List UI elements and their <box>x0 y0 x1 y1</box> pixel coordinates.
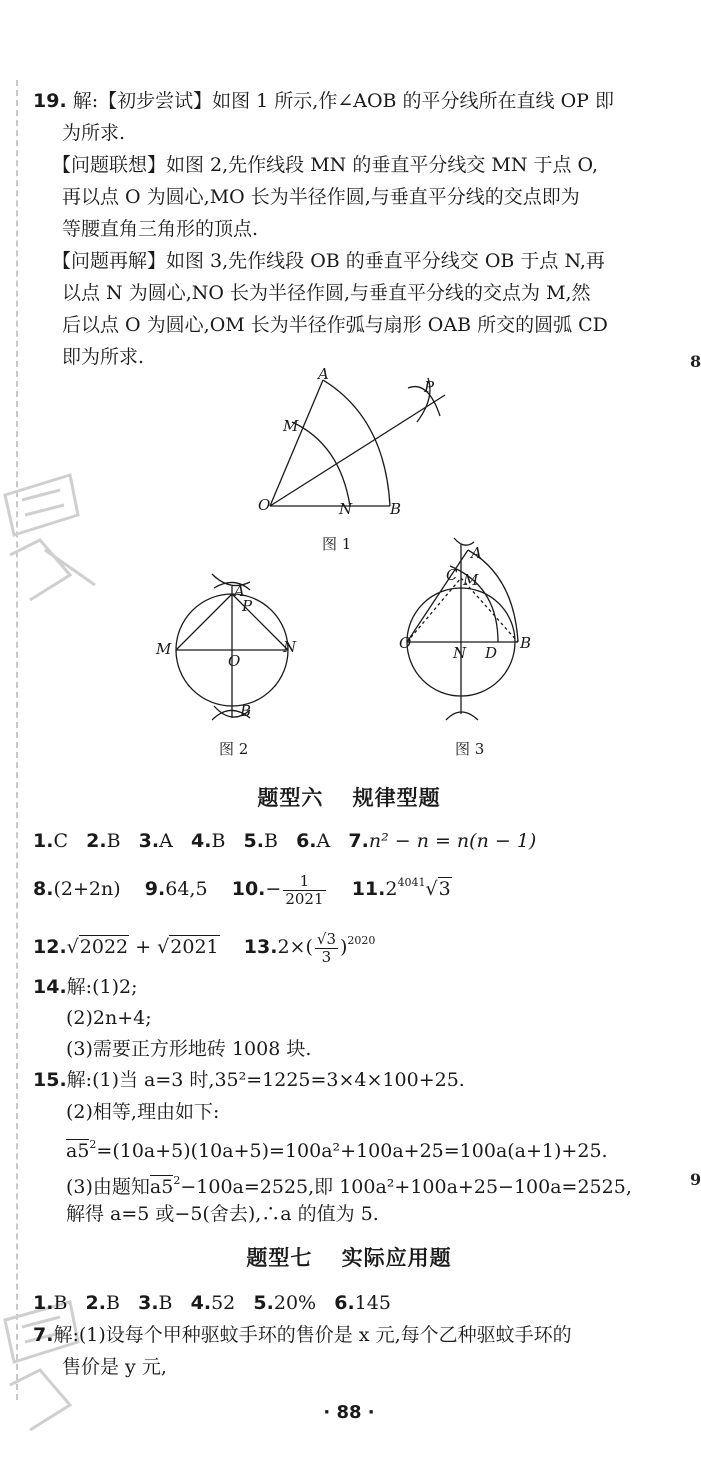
q19-line-1 <box>33 86 614 116</box>
q19-text-1: 解:【初步尝试】如图 1 所示,作∠AOB 的平分线所在直线 OP 即 <box>72 90 614 112</box>
s6-q15-line-4 <box>66 1166 632 1202</box>
s7-q5-answer: 20% <box>273 1292 317 1314</box>
s6-q15-text-1: 解:(1)当 a=3 时,35²=1225=3×4×100+25. <box>66 1069 465 1091</box>
s6-q7-answer: n² − n = n(n − 1) <box>368 830 537 852</box>
s6-q13-close: ) <box>340 936 348 958</box>
fig3-label-M: M <box>463 571 479 589</box>
s7-q3-num: 3. <box>138 1292 159 1314</box>
s6-q11-num: 11. <box>351 878 386 900</box>
fig3-label-C: C <box>446 566 458 584</box>
fig2-side-MA <box>176 594 232 650</box>
fig3-caption: 图 3 <box>455 740 485 758</box>
sqrt-sign: √ <box>66 936 79 958</box>
s6-q9-answer: 64,5 <box>165 878 208 900</box>
s6-q7-num: 7. <box>348 830 369 852</box>
fig1-label-A: A <box>318 365 329 383</box>
fig2-side-AN <box>232 594 288 650</box>
fig2-label-O: O <box>228 652 241 670</box>
s6-q4-num: 4. <box>190 830 212 852</box>
s6-q14-line-2: (2)2n+4; <box>66 1007 152 1029</box>
s6-q12-num: 12. <box>33 936 67 958</box>
s6-q11-base: 2 <box>385 878 398 900</box>
s7-q7-line-2: 售价是 y 元, <box>62 1356 167 1378</box>
s6-q13-lead: 2×( <box>277 936 313 958</box>
s7-q1-num: 1. <box>33 1292 54 1314</box>
s6-q12-plus: + <box>135 936 152 958</box>
s6-q14-line-1 <box>33 972 137 1002</box>
fig1-ray-OA <box>270 380 323 506</box>
s6-q10-sign: − <box>265 878 282 900</box>
fig1-label-N: N <box>339 500 353 518</box>
fig3-label-N: N <box>453 644 467 662</box>
s6-row-2 <box>33 868 452 908</box>
q19-line-4: 再以点 O 为圆心,MO 长为半径作圆,与垂直平分线的交点即为 <box>62 186 580 208</box>
s6-q10-num: 10. <box>231 878 266 900</box>
s6-q15-line-5: 解得 a=5 或−5(舍去),∴a 的值为 5. <box>66 1203 379 1225</box>
fig3-sector-arc-AB <box>468 550 518 642</box>
section-6-title: 题型六 <box>257 786 324 810</box>
fig3-radius-OA <box>407 550 468 642</box>
s6-q15-overline-a5-2: a5 <box>149 1176 174 1198</box>
s6-q12-radicand-b: 2021 <box>170 936 219 958</box>
s7-q3-answer: B <box>158 1292 173 1314</box>
s6-q5-answer: B <box>263 830 278 852</box>
s6-q10-denominator: 2021 <box>285 889 324 908</box>
q19-line-8: 后以点 O 为圆心,OM 长为半径作弧与扇形 OAB 所交的圆弧 CD <box>62 314 608 336</box>
s7-q7-num: 7. <box>33 1324 54 1346</box>
fig3-label-O: O <box>399 634 412 652</box>
edge-mark-9: 9 <box>690 1170 701 1189</box>
s7-q1-answer: B <box>53 1292 68 1314</box>
s6-q10-fraction <box>283 873 325 908</box>
fig1-label-M: M <box>283 417 299 435</box>
s6-q13-fraction <box>315 931 338 966</box>
s7-q2-answer: B <box>106 1292 120 1314</box>
s6-q12-radicand-a: 2022 <box>79 936 129 958</box>
page-number: · 88 · <box>323 1402 375 1423</box>
s7-q7-text-1: 解:(1)设每个甲种驱蚊手环的售价是 x 元,每个乙种驱蚊手环的 <box>53 1324 572 1346</box>
binding-dashed-line <box>16 80 18 1400</box>
s6-q13-numerator: √3 <box>316 929 336 948</box>
s6-q15-line-1 <box>33 1065 465 1095</box>
fig2-caption: 图 2 <box>219 740 249 758</box>
s6-q15-text-3: =(10a+5)(10a+5)=100a²+100a+25=100a(a+1)+25. <box>96 1140 608 1162</box>
fig3-label-A: A <box>471 544 482 562</box>
fig2-label-P: P <box>242 597 253 615</box>
s6-q3-answer: A <box>159 830 173 852</box>
s6-q8-num: 8. <box>33 878 54 900</box>
sqrt-sign: √ <box>157 936 170 958</box>
s6-q1-answer: C <box>53 830 68 852</box>
fig3-dashed-OM <box>407 578 461 642</box>
s7-q2-num: 2. <box>85 1292 106 1314</box>
figure-2 <box>150 568 310 728</box>
s6-q15-exp: 2 <box>89 1138 97 1151</box>
s7-q5-num: 5. <box>253 1292 274 1314</box>
s7-row-1 <box>33 1288 391 1318</box>
s6-q13-num: 13. <box>243 936 278 958</box>
fig3-arc-bot-1 <box>446 712 478 720</box>
fig3-label-B: B <box>520 634 532 652</box>
fig1-bisector-OP <box>270 395 445 506</box>
figure-1 <box>240 365 470 520</box>
fig1-label-P: P <box>424 378 435 396</box>
s6-q3-num: 3. <box>138 830 160 852</box>
fig2-label-A: A <box>234 582 245 600</box>
section-6-name: 规律型题 <box>352 786 441 810</box>
s7-q7-line-1 <box>33 1320 572 1350</box>
section-7-name: 实际应用题 <box>341 1246 452 1270</box>
section-7-title: 题型七 <box>246 1246 313 1270</box>
s6-q14-num: 14. <box>33 976 67 998</box>
s6-q2-num: 2. <box>86 830 107 852</box>
s6-q11-exponent: 4041 <box>397 876 426 889</box>
s6-q15-overline-a5: a5 <box>66 1140 90 1162</box>
q19-line-7: 以点 N 为圆心,NO 长为半径作圆,与垂直平分线的交点为 M,然 <box>62 282 591 304</box>
s6-q13-exponent: 2020 <box>347 934 376 947</box>
q19-number: 19. <box>33 90 67 112</box>
fig1-arc-AB <box>323 380 390 506</box>
s6-q14-text-1: 解:(1)2; <box>66 976 138 998</box>
s6-q9-num: 9. <box>144 878 166 900</box>
s7-q6-num: 6. <box>334 1292 355 1314</box>
s6-q10-numerator: 1 <box>283 873 325 891</box>
fig1-label-O: O <box>258 496 271 514</box>
section-6-heading <box>0 782 698 812</box>
s6-q15-line-3 <box>66 1130 608 1166</box>
s6-q15-exp-2: 2 <box>173 1174 181 1187</box>
s7-q4-answer: 52 <box>211 1292 236 1314</box>
edge-mark-8: 8 <box>690 352 701 371</box>
s6-q11-radicand: 3 <box>438 878 451 900</box>
figure-3 <box>396 536 546 726</box>
s7-q4-num: 4. <box>190 1292 212 1314</box>
s6-row-3 <box>33 926 375 966</box>
fig2-label-N: N <box>283 638 297 656</box>
fig2-label-B: B <box>240 702 252 720</box>
section-7-heading <box>0 1242 698 1272</box>
s6-q15-text-4c: −100a=2525,即 100a²+100a+25−100a=2525, <box>180 1176 632 1198</box>
s6-q15-num: 15. <box>33 1069 67 1091</box>
q19-line-5: 等腰直角三角形的顶点. <box>62 218 259 240</box>
fig3-label-D: D <box>485 644 498 662</box>
s6-q15-text-4a: (3)由题知 <box>66 1176 150 1198</box>
fig1-caption: 图 1 <box>322 535 352 553</box>
s6-q15-line-2: (2)相等,理由如下: <box>66 1101 220 1123</box>
q19-line-3: 【问题联想】如图 2,先作线段 MN 的垂直平分线交 MN 于点 O, <box>52 154 599 176</box>
q19-line-9: 即为所求. <box>62 346 145 368</box>
q19-line-2: 为所求. <box>62 122 126 144</box>
s6-q6-answer: A <box>316 830 331 852</box>
s6-q2-answer: B <box>106 830 121 852</box>
s6-q5-num: 5. <box>243 830 264 852</box>
s6-row-1 <box>33 826 536 856</box>
fig1-label-B: B <box>390 500 402 518</box>
s6-q13-denominator: 3 <box>321 947 332 966</box>
s6-q8-answer: (2+2n) <box>53 878 121 900</box>
q19-line-6: 【问题再解】如图 3,先作线段 OB 的垂直平分线交 OB 于点 N,再 <box>52 250 605 272</box>
s6-q1-num: 1. <box>33 830 54 852</box>
s6-q6-num: 6. <box>296 830 317 852</box>
s7-q6-answer: 145 <box>354 1292 391 1314</box>
s6-q14-line-3: (3)需要正方形地砖 1008 块. <box>66 1038 312 1060</box>
sqrt-sign: √ <box>425 878 438 900</box>
fig2-label-M: M <box>156 640 172 658</box>
s6-q4-answer: B <box>211 830 226 852</box>
